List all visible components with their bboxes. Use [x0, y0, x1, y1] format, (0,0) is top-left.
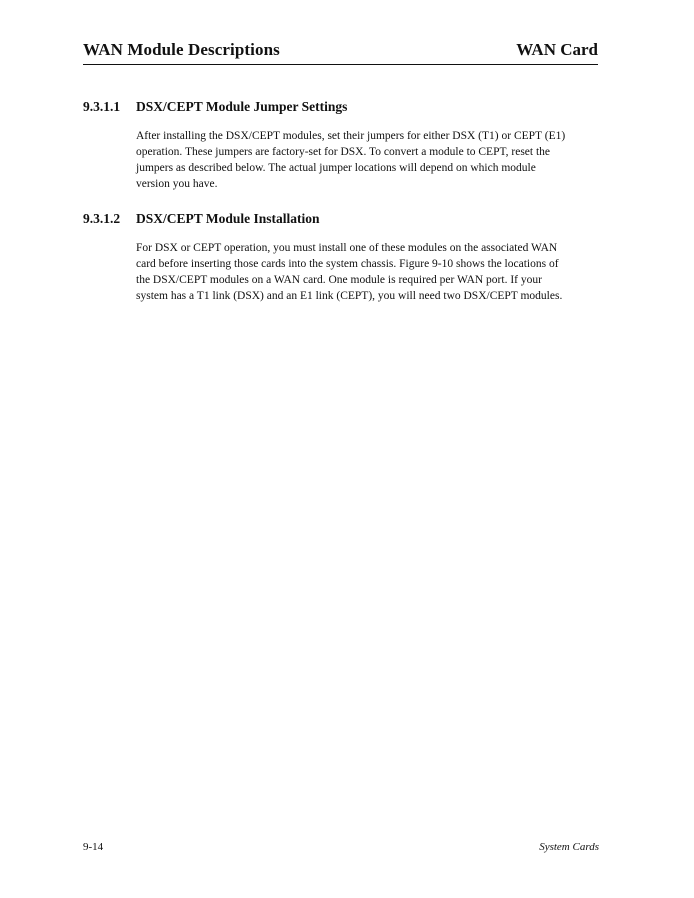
paragraph-line: card before inserting those cards into the system chassis. Figure 9-10 shows the locations of: [136, 258, 559, 270]
running-header: [83, 40, 598, 65]
paragraph-line: After installing the DSX/CEPT modules, set their jumpers for either DSX (T1) or CEPT (E1): [136, 130, 566, 142]
paragraph-line: operation. These jumpers are factory-set for DSX. To convert a module to CEPT, reset the: [136, 146, 551, 158]
section-jumper-settings: [83, 99, 603, 192]
paragraph-line: system has a T1 link (DSX) and an E1 link (CEPT), you will need two DSX/CEPT modules.: [136, 290, 563, 302]
section-paragraph: [136, 128, 603, 192]
section-number: 9.3.1.1: [83, 99, 121, 114]
section-title: DSX/CEPT Module Jumper Settings: [136, 99, 348, 114]
header-section-title: WAN Module Descriptions: [83, 40, 280, 59]
paragraph-line: the DSX/CEPT modules on a WAN card. One module is required per WAN port. If your: [136, 274, 542, 286]
footer-page-number: 9-14: [83, 841, 104, 853]
section-module-installation: [83, 211, 603, 304]
paragraph-line: For DSX or CEPT operation, you must install one of these modules on the associated WAN: [136, 242, 558, 254]
section-heading: [83, 99, 603, 119]
paragraph-line: jumpers as described below. The actual jumper locations will depend on which module: [136, 162, 536, 174]
section-number: 9.3.1.2: [83, 211, 121, 226]
section-heading: [83, 211, 603, 231]
header-chapter-title: WAN Card: [516, 40, 598, 59]
section-title: DSX/CEPT Module Installation: [136, 211, 320, 226]
section-paragraph: [136, 240, 603, 304]
footer-chapter-name: System Cards: [539, 841, 599, 853]
paragraph-line: version you have.: [136, 178, 218, 190]
